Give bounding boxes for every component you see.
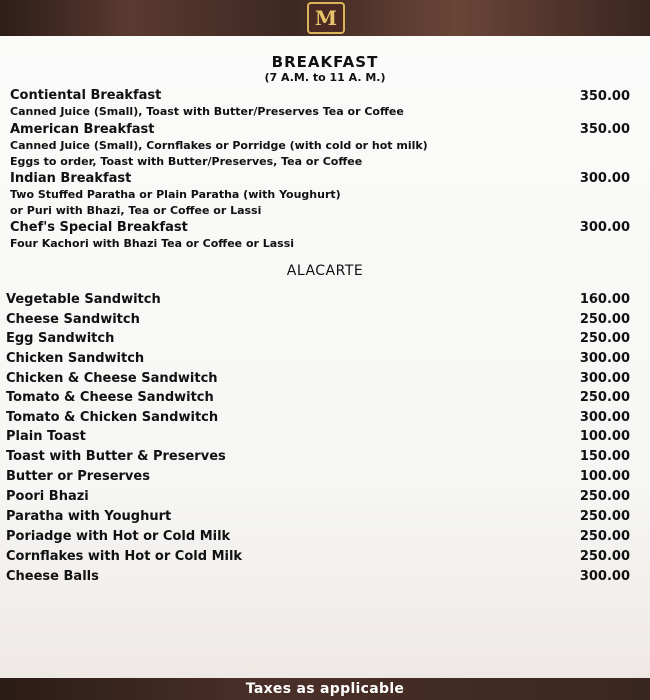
item-price: 250.00 (579, 390, 630, 405)
item-price: 300.00 (579, 371, 630, 386)
item-name: Cornflakes with Hot or Cold Milk (6, 549, 243, 564)
item-name: Chicken Sandwitch (6, 351, 145, 366)
item-name: Poriadge with Hot or Cold Milk (6, 529, 231, 544)
list-item (6, 469, 630, 489)
item-description: or Puri with Bhazi, Tea or Coffee or Lassi (10, 204, 262, 217)
list-item (6, 390, 630, 410)
item-name: Cheese Sandwitch (6, 312, 140, 327)
item-name: Tomato & Chicken Sandwitch (6, 410, 219, 425)
item-price: 300.00 (579, 569, 630, 584)
item-price: 250.00 (579, 331, 630, 346)
list-item (6, 371, 630, 391)
item-name: Egg Sandwitch (6, 331, 115, 346)
item-price: 300.00 (579, 171, 630, 186)
breakfast-item-continental (10, 88, 630, 120)
item-price: 250.00 (579, 312, 630, 327)
breakfast-item-chefs-special (10, 220, 630, 252)
item-description: Canned Juice (Small), Cornflakes or Porridge (with cold or hot milk) (10, 139, 428, 152)
breakfast-item-american (10, 122, 630, 170)
item-name: Vegetable Sandwitch (6, 292, 161, 307)
item-name: Chicken & Cheese Sandwitch (6, 371, 218, 386)
hotel-logo: M (307, 2, 345, 34)
item-price: 300.00 (579, 220, 630, 235)
item-price: 350.00 (579, 89, 630, 104)
item-name: Paratha with Youghurt (6, 509, 172, 524)
list-item (6, 569, 630, 589)
item-price: 160.00 (579, 292, 630, 307)
list-item (6, 292, 630, 312)
item-description: Eggs to order, Toast with Butter/Preserves, Tea or Coffee (10, 155, 363, 168)
item-name: Plain Toast (6, 429, 86, 444)
list-item (6, 331, 630, 351)
item-name: Tomato & Cheese Sandwitch (6, 390, 214, 405)
item-name: Toast with Butter & Preserves (6, 449, 226, 464)
taxes-note: Taxes as applicable (245, 681, 405, 697)
item-price: 250.00 (579, 529, 630, 544)
item-price: 250.00 (579, 509, 630, 524)
item-price: 150.00 (579, 449, 630, 464)
breakfast-item-indian (10, 171, 630, 219)
list-item (6, 351, 630, 371)
breakfast-heading: BREAKFAST (271, 53, 379, 71)
item-name: Poori Bhazi (6, 489, 89, 504)
item-price: 250.00 (579, 489, 630, 504)
list-item (6, 449, 630, 469)
list-item (6, 549, 630, 569)
item-price: 300.00 (579, 410, 630, 425)
alacarte-heading: ALACARTE (286, 263, 364, 279)
item-description: Canned Juice (Small), Toast with Butter/Preserves Tea or Coffee (10, 105, 404, 118)
item-name: Indian Breakfast (10, 171, 132, 186)
item-name: Cheese Balls (6, 569, 99, 584)
item-price: 100.00 (579, 429, 630, 444)
list-item (6, 429, 630, 449)
list-item (6, 529, 630, 549)
item-description: Two Stuffed Paratha or Plain Paratha (with Youghurt) (10, 188, 341, 201)
item-description: Four Kachori with Bhazi Tea or Coffee or Lassi (10, 237, 295, 250)
item-price: 250.00 (579, 549, 630, 564)
breakfast-hours: (7 A.M. to 11 A. M.) (264, 71, 386, 84)
item-name: Chef's Special Breakfast (10, 220, 188, 235)
list-item (6, 312, 630, 332)
item-price: 350.00 (579, 122, 630, 137)
item-name: American Breakfast (10, 122, 155, 137)
item-name: Butter or Preserves (6, 469, 150, 484)
item-name: Contiental Breakfast (10, 88, 162, 103)
item-price: 100.00 (579, 469, 630, 484)
list-item (6, 489, 630, 509)
item-price: 300.00 (579, 351, 630, 366)
list-item (6, 410, 630, 430)
list-item (6, 509, 630, 529)
